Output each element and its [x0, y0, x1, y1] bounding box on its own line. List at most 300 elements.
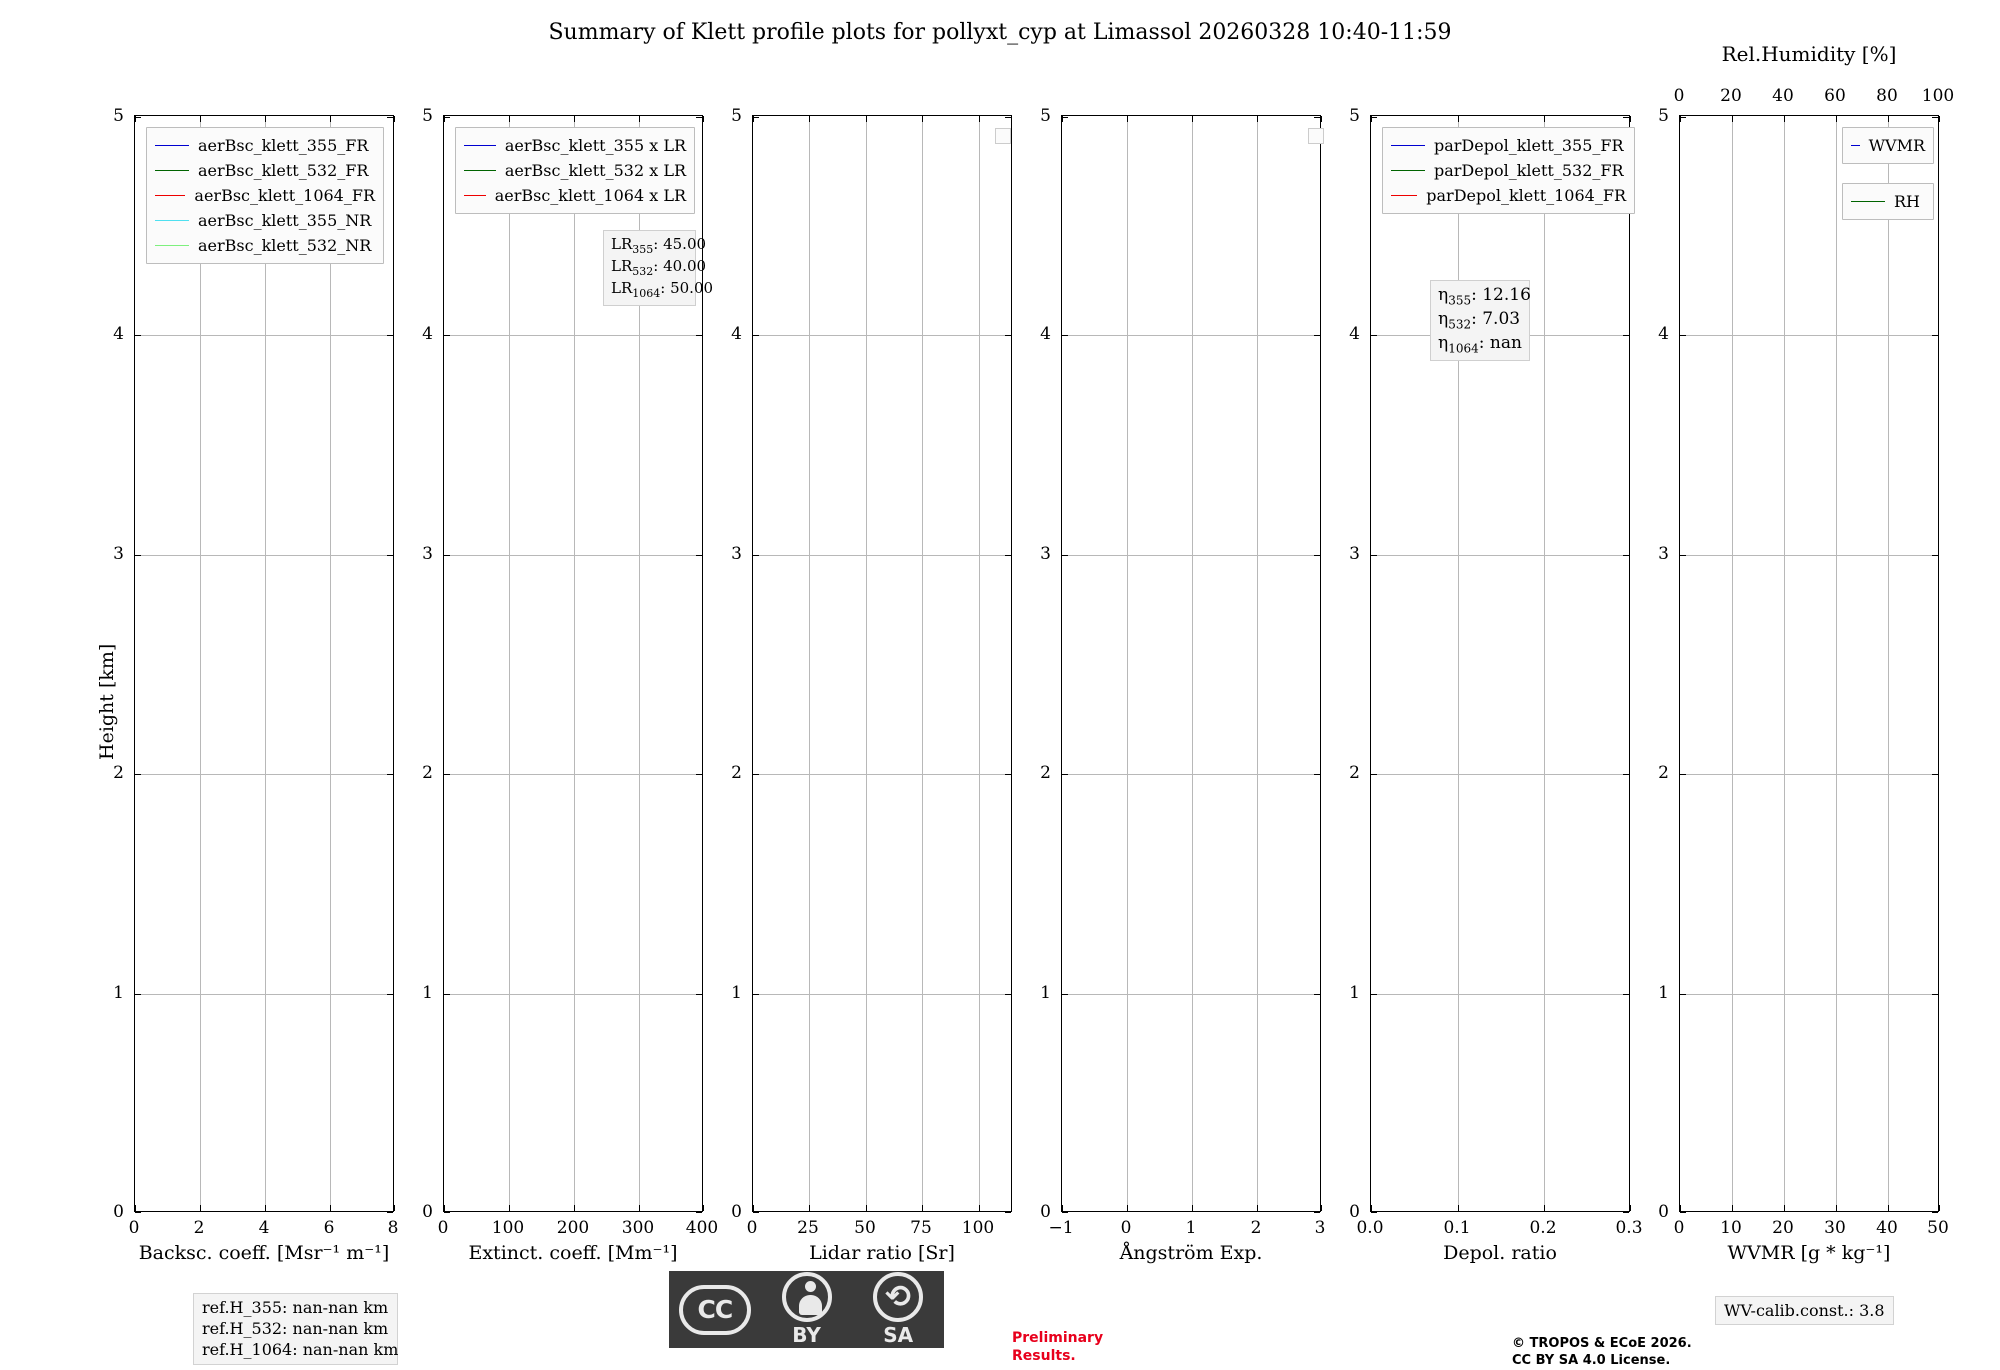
legend-line-icon — [1391, 170, 1425, 171]
y-tick — [135, 555, 141, 556]
x-axis-label-extinction: Extinct. coeff. [Mm⁻¹] — [468, 1242, 678, 1264]
y-tick — [135, 117, 141, 118]
y-tick — [444, 335, 450, 336]
y-tick-label: 3 — [422, 544, 433, 564]
x-axis-label-angstrom: Ångström Exp. — [1119, 1242, 1263, 1264]
eta-355-line: $\eta_{355}$: 12.16 — [1438, 285, 1531, 308]
x-tick — [866, 1205, 867, 1211]
gridline-horizontal — [1062, 335, 1320, 336]
legend-wvmr-rh-wvmr[interactable] — [1842, 127, 1934, 164]
y-tick — [1623, 1212, 1629, 1213]
x-tick-label: 50 — [1927, 1218, 1949, 1238]
x-tick — [330, 1205, 331, 1211]
copyright-line-2: CC BY SA 4.0 License. — [1512, 1352, 1671, 1368]
y-tick — [387, 774, 393, 775]
legend-line-icon — [155, 170, 189, 171]
legend-item[interactable] — [464, 158, 686, 183]
y-tick — [1680, 555, 1686, 556]
wv-calib-text: WV-calib.const.: 3.8 — [1724, 1301, 1885, 1320]
x-tick-label: −1 — [1048, 1218, 1074, 1238]
y-tick — [444, 774, 450, 775]
y-tick — [1062, 1212, 1068, 1213]
y-tick — [1932, 994, 1938, 995]
x-tick-label: 0.2 — [1529, 1218, 1557, 1238]
y-tick — [1062, 117, 1068, 118]
y-tick — [387, 994, 393, 995]
y-tick — [1062, 555, 1068, 556]
x-tick-label: 3 — [1314, 1218, 1326, 1238]
x-tick-label: 0 — [1120, 1218, 1132, 1238]
legend-line-icon — [1391, 145, 1425, 146]
x-tick — [1888, 1205, 1889, 1211]
y-tick — [1623, 774, 1629, 775]
x-tick — [509, 1205, 510, 1211]
x-tick — [1784, 1205, 1785, 1211]
y-tick-label: 4 — [422, 324, 433, 344]
y-tick — [1314, 117, 1320, 118]
y-tick — [1680, 994, 1686, 995]
legend-item-label: aerBsc_klett_1064 x LR — [494, 186, 686, 205]
x-tick — [1732, 1205, 1733, 1211]
x-tick — [866, 116, 867, 122]
legend-line-icon — [1851, 145, 1860, 146]
y-tick — [135, 1212, 141, 1213]
legend-angstrom-empty[interactable] — [1308, 128, 1324, 144]
legend-item[interactable] — [1391, 158, 1626, 183]
x-tick-label: 400 — [685, 1218, 719, 1238]
x-tick-label: 40 — [1876, 1218, 1898, 1238]
gridline-horizontal — [1680, 555, 1938, 556]
y-axis-label: Height [km] — [96, 643, 118, 760]
legend-wvmr-rh-rh[interactable] — [1842, 183, 1934, 220]
gridline-horizontal — [444, 335, 702, 336]
gridline-horizontal — [1371, 994, 1629, 995]
y-tick — [1371, 117, 1377, 118]
x-tick — [1458, 1205, 1459, 1211]
gridline-vertical — [509, 116, 510, 1211]
y-tick — [444, 1212, 450, 1213]
y-tick — [753, 117, 759, 118]
x-tick-label: 20 — [1772, 1218, 1794, 1238]
y-tick-label: 4 — [1040, 324, 1051, 344]
cc-license-logo[interactable] — [669, 1271, 944, 1348]
cc-mark-label: CC — [697, 1295, 733, 1324]
x-tick — [200, 1205, 201, 1211]
x-tick — [135, 1205, 136, 1211]
eta-532-line: $\eta_{532}$: 7.03 — [1438, 308, 1521, 332]
y-tick-label: 5 — [731, 106, 742, 126]
x-tick — [1321, 116, 1322, 122]
gridline-horizontal — [444, 774, 702, 775]
legend-item-label: parDepol_klett_1064_FR — [1426, 186, 1626, 205]
x-tick — [1192, 1205, 1193, 1211]
x-tick — [1544, 1205, 1545, 1211]
x-tick — [394, 116, 395, 122]
ref-h-532: ref.H_532: nan-nan km — [202, 1318, 389, 1338]
share-alike-icon — [873, 1272, 923, 1322]
gridline-horizontal — [444, 994, 702, 995]
y-tick-label: 3 — [113, 544, 124, 564]
x-tick-label: 4 — [258, 1218, 270, 1238]
legend-item[interactable] — [1851, 189, 1925, 214]
y-tick — [1371, 1212, 1377, 1213]
y-tick — [387, 1212, 393, 1213]
x-tick-label: 0 — [746, 1218, 758, 1238]
y-tick — [1005, 335, 1011, 336]
x-tick — [1127, 1205, 1128, 1211]
y-tick-label: 0 — [731, 1202, 742, 1222]
y-tick — [696, 994, 702, 995]
x-axis-label-wvmr: WVMR [g * kg⁻¹] — [1727, 1242, 1891, 1264]
x-tick-label: 8 — [387, 1218, 399, 1238]
y-tick — [1314, 555, 1320, 556]
x-tick — [574, 116, 575, 122]
x-tick — [1127, 116, 1128, 122]
y-tick — [753, 774, 759, 775]
y-tick — [1623, 335, 1629, 336]
x-tick — [753, 1205, 754, 1211]
y-tick-label: 5 — [1040, 106, 1051, 126]
y-tick-label: 4 — [1349, 324, 1360, 344]
y-tick — [444, 117, 450, 118]
y-tick-label: 1 — [113, 983, 124, 1003]
y-tick — [1680, 774, 1686, 775]
x-tick — [1680, 1205, 1681, 1211]
x-tick — [265, 1205, 266, 1211]
y-tick — [696, 555, 702, 556]
x-tick-label: 0 — [128, 1218, 140, 1238]
lr-355-line: $LR_{355}$: 45.00 — [611, 235, 707, 256]
legend-item-label: RH — [1894, 192, 1920, 211]
x-tick — [703, 1205, 704, 1211]
gridline-horizontal — [753, 774, 1011, 775]
y-tick-label: 3 — [731, 544, 742, 564]
gridline-vertical — [1127, 116, 1128, 1211]
x-tick — [809, 1205, 810, 1211]
gridline-horizontal — [753, 335, 1011, 336]
legend-item-label: aerBsc_klett_355_FR — [198, 136, 369, 155]
gridline-horizontal — [135, 555, 393, 556]
x-tick-label: 2 — [1250, 1218, 1262, 1238]
gridline-horizontal — [1680, 774, 1938, 775]
x-tick-label: 0.3 — [1615, 1218, 1643, 1238]
y-tick-label: 0 — [113, 1202, 124, 1222]
x-tick — [1544, 116, 1545, 122]
gridline-horizontal — [1062, 994, 1320, 995]
gridline-horizontal — [1371, 555, 1629, 556]
legend-item-label: aerBsc_klett_355_NR — [198, 211, 372, 230]
gridline-vertical — [1836, 116, 1837, 1211]
x-tick — [1836, 1205, 1837, 1211]
x-tick-top — [1732, 116, 1733, 122]
y-tick-label: 1 — [1349, 983, 1360, 1003]
legend-item-label: aerBsc_klett_1064_FR — [194, 186, 375, 205]
y-tick — [1680, 335, 1686, 336]
legend-line-icon — [155, 220, 189, 221]
y-tick — [753, 555, 759, 556]
legend-lidar-ratio-empty[interactable] — [995, 128, 1011, 144]
y-tick — [1314, 1212, 1320, 1213]
x-tick — [922, 116, 923, 122]
legend-item[interactable] — [155, 158, 375, 183]
x-tick — [509, 116, 510, 122]
legend-item[interactable] — [1391, 133, 1626, 158]
legend-extinction[interactable] — [455, 127, 695, 214]
y-tick — [1062, 994, 1068, 995]
y-tick — [1932, 555, 1938, 556]
y-tick — [1623, 555, 1629, 556]
y-tick-label: 2 — [422, 763, 433, 783]
gridline-vertical — [1784, 116, 1785, 1211]
lidar-ratio-annotation-box — [603, 230, 714, 306]
y-tick — [696, 1212, 702, 1213]
legend-depol-ratio[interactable] — [1382, 127, 1635, 214]
legend-line-icon — [464, 170, 496, 171]
ref-h-355: ref.H_355: nan-nan km — [202, 1298, 389, 1317]
x-tick-label: 1 — [1185, 1218, 1197, 1238]
y-tick — [1005, 994, 1011, 995]
lr-1064-line: $LR_{1064}$: 50.00 — [611, 279, 714, 301]
y-tick — [1005, 1212, 1011, 1213]
y-tick — [696, 774, 702, 775]
x-tick — [1192, 116, 1193, 122]
x-tick-label-top: 80 — [1876, 86, 1898, 106]
y-tick — [135, 774, 141, 775]
y-tick — [1932, 117, 1938, 118]
wv-calibration-box — [1715, 1296, 1894, 1325]
x-tick-label-top: 20 — [1720, 86, 1742, 106]
y-tick — [696, 335, 702, 336]
x-tick-label: 10 — [1720, 1218, 1742, 1238]
x-tick-top — [1888, 116, 1889, 122]
x-tick — [639, 116, 640, 122]
y-tick-label: 3 — [1040, 544, 1051, 564]
gridline-horizontal — [1371, 774, 1629, 775]
y-tick — [1005, 555, 1011, 556]
y-tick-label: 0 — [1349, 1202, 1360, 1222]
panel-lidar-ratio — [752, 115, 1012, 1212]
gridline-horizontal — [753, 555, 1011, 556]
legend-item-label: parDepol_klett_355_FR — [1434, 136, 1624, 155]
legend-line-icon — [464, 145, 496, 146]
gridline-vertical — [1732, 116, 1733, 1211]
legend-item[interactable] — [464, 133, 686, 158]
legend-line-icon — [1851, 201, 1885, 202]
x-tick — [703, 116, 704, 122]
x-tick-label: 100 — [491, 1218, 525, 1238]
legend-item-label: aerBsc_klett_355 x LR — [504, 136, 686, 155]
y-tick — [1005, 117, 1011, 118]
gridline-horizontal — [135, 774, 393, 775]
gridline-horizontal — [1062, 555, 1320, 556]
y-tick — [1314, 994, 1320, 995]
legend-item-label: aerBsc_klett_532_NR — [198, 236, 372, 255]
y-tick — [753, 335, 759, 336]
x-tick-label: 0.0 — [1356, 1218, 1384, 1238]
gridline-vertical — [1192, 116, 1193, 1211]
y-tick — [696, 117, 702, 118]
x-tick — [330, 116, 331, 122]
gridline-horizontal — [444, 555, 702, 556]
x-tick — [1630, 116, 1631, 122]
y-tick — [1062, 774, 1068, 775]
y-tick — [753, 994, 759, 995]
creative-commons-icon — [679, 1285, 751, 1335]
gridline-horizontal — [1062, 774, 1320, 775]
y-tick-label: 3 — [1658, 544, 1669, 564]
x-tick — [1630, 1205, 1631, 1211]
y-tick — [1005, 774, 1011, 775]
legend-item-label: aerBsc_klett_532 x LR — [504, 161, 686, 180]
legend-line-icon — [155, 245, 189, 246]
preliminary-line-1: Preliminary — [1012, 1330, 1104, 1346]
x-tick-label: 75 — [910, 1218, 932, 1238]
eta-annotation-box — [1430, 280, 1530, 361]
gridline-horizontal — [135, 994, 393, 995]
y-tick — [753, 1212, 759, 1213]
y-tick-label: 4 — [113, 324, 124, 344]
y-tick-label: 1 — [1040, 983, 1051, 1003]
gridline-vertical — [330, 116, 331, 1211]
x-tick-label-top: 60 — [1824, 86, 1846, 106]
x-tick — [1371, 1205, 1372, 1211]
y-tick — [1062, 335, 1068, 336]
gridline-vertical — [574, 116, 575, 1211]
gridline-horizontal — [753, 994, 1011, 995]
y-tick — [1314, 335, 1320, 336]
cc-mark-cell — [669, 1271, 761, 1348]
legend-item-label: aerBsc_klett_532_FR — [198, 161, 369, 180]
y-tick-label: 1 — [422, 983, 433, 1003]
gridline-vertical — [1257, 116, 1258, 1211]
x-tick-top — [1939, 116, 1940, 122]
legend-item[interactable] — [155, 233, 375, 258]
cc-sa-label: SA — [883, 1323, 914, 1347]
y-tick — [1371, 555, 1377, 556]
legend-backscatter[interactable] — [146, 127, 384, 264]
x-tick-label: 50 — [854, 1218, 876, 1238]
x-tick-label-top: 0 — [1673, 86, 1685, 106]
y-tick — [1371, 774, 1377, 775]
x-tick-label: 100 — [961, 1218, 995, 1238]
reference-height-box — [193, 1293, 398, 1365]
legend-line-icon — [155, 145, 189, 146]
y-tick-label: 4 — [1658, 324, 1669, 344]
legend-item[interactable] — [155, 208, 375, 233]
y-tick-label: 2 — [731, 763, 742, 783]
gridline-horizontal — [1680, 994, 1938, 995]
y-tick-label: 1 — [1658, 983, 1669, 1003]
circular-arrow-glyph: ⟲ — [885, 1278, 912, 1315]
cc-sa-cell — [852, 1271, 944, 1348]
x-tick-label: 6 — [323, 1218, 335, 1238]
y-tick — [387, 117, 393, 118]
legend-item[interactable] — [155, 133, 375, 158]
top-axis-label-rh: Rel.Humidity [%] — [1721, 42, 1897, 66]
y-tick — [387, 335, 393, 336]
x-tick — [1939, 1205, 1940, 1211]
legend-item[interactable] — [1851, 133, 1925, 158]
y-tick-label: 5 — [113, 106, 124, 126]
x-tick-label: 0.1 — [1443, 1218, 1471, 1238]
y-tick-label: 0 — [1040, 1202, 1051, 1222]
x-tick — [809, 116, 810, 122]
x-tick — [200, 116, 201, 122]
y-tick — [1932, 1212, 1938, 1213]
gridline-vertical — [200, 116, 201, 1211]
panel-wvmr-rh — [1679, 115, 1939, 1212]
y-tick — [1371, 994, 1377, 995]
y-tick — [1623, 994, 1629, 995]
gridline-horizontal — [1680, 335, 1938, 336]
y-tick — [387, 555, 393, 556]
cc-by-cell — [761, 1271, 853, 1348]
legend-line-icon — [464, 195, 486, 196]
legend-item-label: WVMR — [1868, 136, 1925, 155]
gridline-vertical — [1888, 116, 1889, 1211]
x-tick-label: 0 — [1673, 1218, 1685, 1238]
x-tick — [922, 1205, 923, 1211]
x-tick — [979, 1205, 980, 1211]
y-tick-label: 2 — [1658, 763, 1669, 783]
preliminary-line-2: Results. — [1012, 1347, 1076, 1364]
y-tick — [1371, 335, 1377, 336]
x-tick-label: 200 — [556, 1218, 590, 1238]
legend-item[interactable] — [155, 183, 375, 208]
x-tick-label-top: 40 — [1772, 86, 1794, 106]
y-tick — [135, 335, 141, 336]
y-tick — [1623, 117, 1629, 118]
legend-item-label: parDepol_klett_532_FR — [1434, 161, 1624, 180]
eta-1064-line: $\eta_{1064}$: nan — [1438, 332, 1522, 355]
y-tick-label: 3 — [1349, 544, 1360, 564]
x-tick-label: 0 — [437, 1218, 449, 1238]
x-tick — [1321, 1205, 1322, 1211]
gridline-vertical — [866, 116, 867, 1211]
y-tick-label: 2 — [113, 763, 124, 783]
y-tick — [135, 994, 141, 995]
gridline-vertical — [979, 116, 980, 1211]
x-tick — [1257, 1205, 1258, 1211]
y-tick — [1314, 774, 1320, 775]
gridline-horizontal — [135, 335, 393, 336]
person-body — [799, 1295, 822, 1315]
x-tick — [444, 1205, 445, 1211]
legend-item[interactable] — [464, 183, 686, 208]
cc-by-label: BY — [792, 1323, 821, 1347]
y-tick-label: 5 — [1349, 106, 1360, 126]
gridline-vertical — [809, 116, 810, 1211]
y-tick-label: 2 — [1040, 763, 1051, 783]
y-tick — [444, 994, 450, 995]
x-tick-label: 2 — [193, 1218, 205, 1238]
x-axis-label-depol: Depol. ratio — [1443, 1242, 1557, 1264]
legend-item[interactable] — [1391, 183, 1626, 208]
x-tick — [979, 116, 980, 122]
ref-h-1064: ref.H_1064: nan-nan km — [202, 1339, 399, 1359]
panel-angstrom-exponent — [1061, 115, 1321, 1212]
legend-line-icon — [155, 195, 185, 196]
y-tick-label: 5 — [1658, 106, 1669, 126]
x-tick — [1062, 1205, 1063, 1211]
attribution-person-icon — [782, 1272, 832, 1322]
x-axis-label-backscatter: Backsc. coeff. [Msr⁻¹ m⁻¹] — [138, 1242, 390, 1264]
x-axis-label-lidar-ratio: Lidar ratio [Sr] — [809, 1242, 955, 1264]
copyright-line-1: © TROPOS & ECoE 2026. — [1512, 1336, 1692, 1351]
legend-line-icon — [1391, 195, 1417, 196]
x-tick-top — [1784, 116, 1785, 122]
person-head — [805, 1281, 816, 1292]
